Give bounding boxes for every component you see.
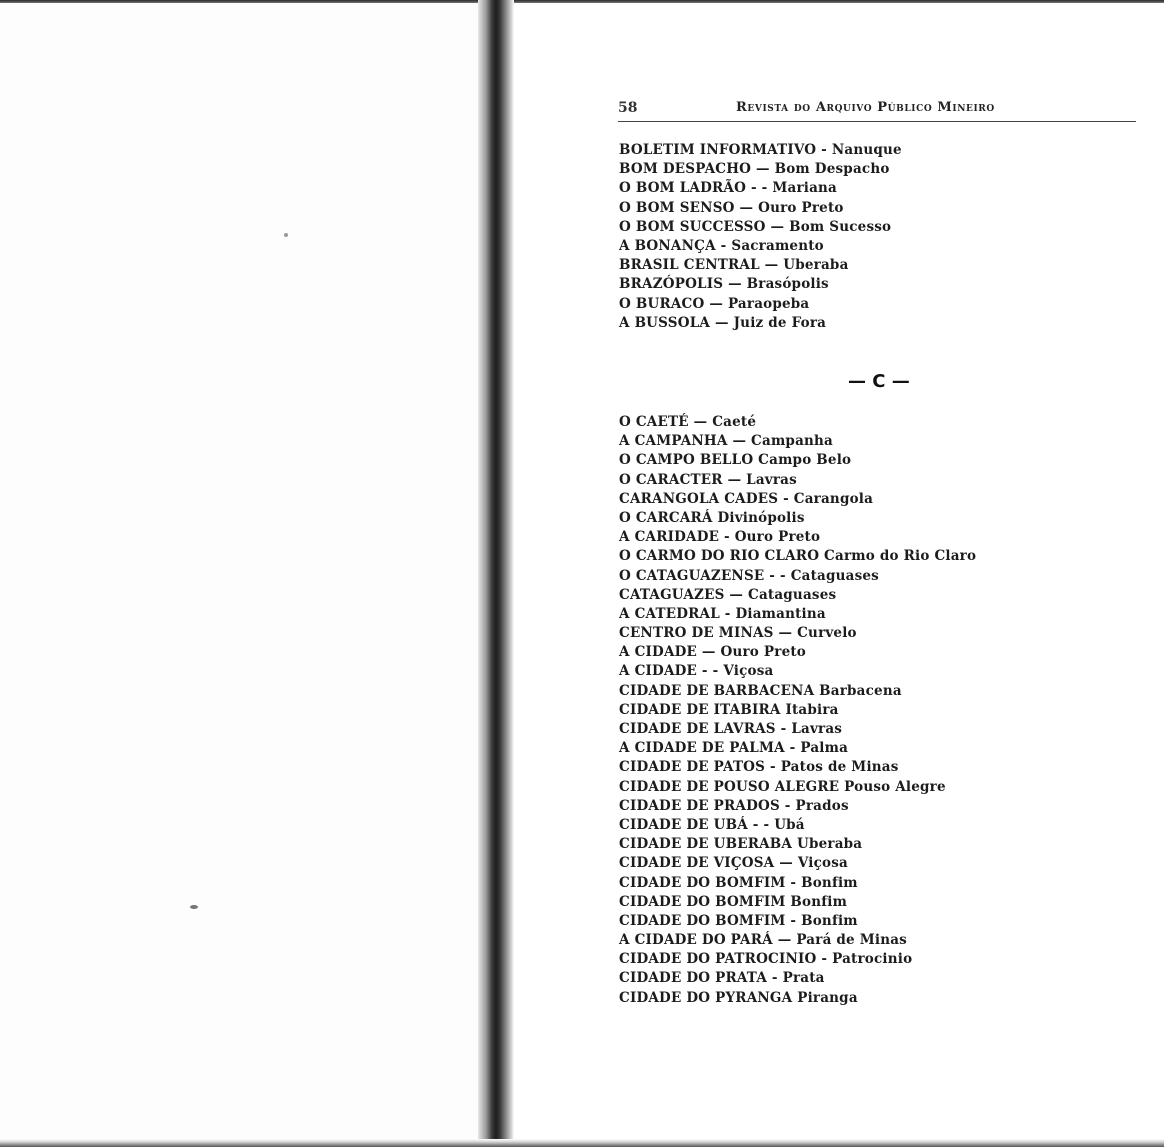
list-item: A CIDADE - - Viçosa	[619, 663, 774, 680]
list-item: A CATEDRAL - Diamantina	[619, 605, 826, 622]
list-item: A BUSSOLA — Juiz de Fora	[619, 314, 827, 331]
list-item: BRASIL CENTRAL — Uberaba	[619, 257, 849, 274]
list-item: O CAMPO BELLO Campo Belo	[619, 452, 852, 469]
list-item: A BONANÇA - Sacramento	[619, 237, 824, 254]
list-item: O BURACO — Paraopeba	[619, 295, 810, 312]
list-item: CIDADE DE PATOS - Patos de Minas	[619, 759, 899, 776]
list-item: CIDADE DE BARBACENA Barbacena	[619, 682, 902, 699]
list-item: O CARACTER — Lavras	[619, 471, 797, 488]
section-c-list	[619, 413, 1139, 1008]
list-item: O BOM LADRÃO - - Mariana	[619, 180, 837, 197]
list-item: O BOM SUCCESSO — Bom Sucesso	[619, 218, 892, 235]
section-heading-c: — C —	[848, 371, 910, 392]
list-item: CIDADE DE LAVRAS - Lavras	[619, 721, 843, 737]
list-item: CENTRO DE MINAS — Curvelo	[619, 625, 857, 642]
list-item: A CARIDADE - Ouro Preto	[619, 529, 821, 546]
left-page-blank	[0, 0, 488, 1147]
list-item: A CIDADE DE PALMA - Palma	[619, 740, 849, 757]
running-title: Revista do Arquivo Público Mineiro	[736, 100, 995, 115]
list-item: CIDADE DO BOMFIM - Bonfim	[619, 874, 858, 891]
list-item: CIDADE DO PYRANGA Piranga	[619, 989, 858, 1006]
list-item: O BOM SENSO — Ouro Preto	[619, 199, 844, 216]
list-item: CIDADE DE UBÁ - - Ubá	[619, 816, 805, 833]
list-item: O CARMO DO RIO CLARO Carmo do Rio Claro	[619, 548, 977, 565]
list-item: CIDADE DO PATROCINIO - Patrocinio	[619, 951, 913, 968]
paper-speck	[190, 905, 198, 909]
list-item: A CIDADE — Ouro Preto	[619, 644, 806, 661]
list-item: O CARCARÁ Divinópolis	[619, 509, 805, 526]
list-item: BOLETIM INFORMATIVO - Nanuque	[619, 142, 902, 158]
list-item: O CATAGUAZENSE - - Cataguases	[619, 567, 879, 584]
list-item: CIDADE DE ITABIRA Itabira	[619, 701, 839, 718]
list-item: CIDADE DE POUSO ALEGRE Pouso Alegre	[619, 778, 946, 795]
list-item: CIDADE DO BOMFIM Bonfim	[619, 893, 848, 910]
book-gutter	[478, 0, 514, 1147]
list-item: BOM DESPACHO — Bom Despacho	[619, 161, 890, 178]
section-b-list	[619, 141, 1139, 333]
list-item: O CAETÉ — Caeté	[619, 414, 757, 430]
list-item: CIDADE DE VIÇOSA — Viçosa	[619, 855, 848, 872]
page-number: 58	[618, 100, 638, 116]
right-page	[514, 0, 1164, 1147]
list-item: CIDADE DO PRATA - Prata	[619, 970, 825, 987]
list-item: CARANGOLA CADES - Carangola	[619, 490, 874, 507]
list-item: CIDADE DO BOMFIM - Bonfim	[619, 912, 858, 929]
list-item: A CIDADE DO PARÁ — Pará de Minas	[619, 932, 907, 949]
list-item: CIDADE DE PRADOS - Prados	[619, 797, 849, 814]
list-item: CATAGUAZES — Cataguases	[619, 586, 837, 603]
list-item: CIDADE DE UBERABA Uberaba	[619, 836, 863, 853]
paper-speck	[284, 233, 288, 237]
list-item: BRAZÓPOLIS — Brasópolis	[619, 276, 829, 293]
page-header	[618, 100, 1136, 122]
list-item: A CAMPANHA — Campanha	[619, 433, 833, 450]
